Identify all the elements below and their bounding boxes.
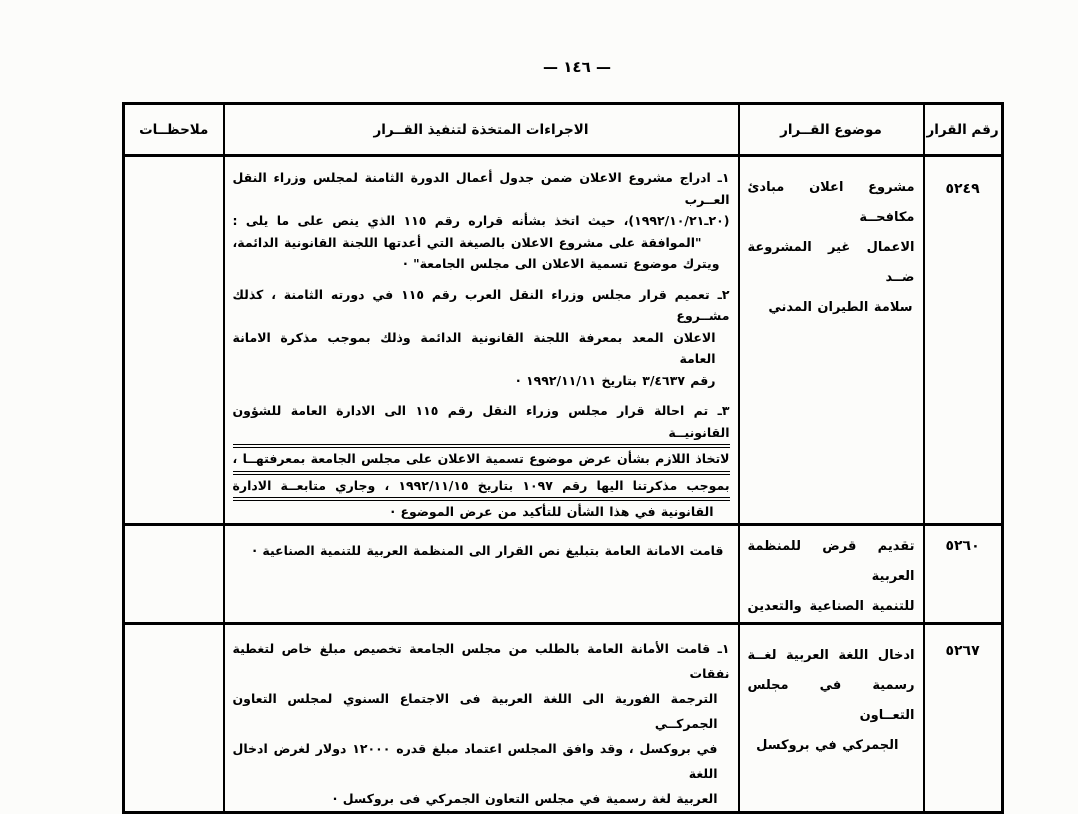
action-item xyxy=(233,400,730,523)
action-item xyxy=(233,539,730,563)
decision-number-cell: ٥٢٤٩ xyxy=(924,156,1003,525)
action-line: العربية لغة رسمية في مجلس التعاون الجمركي فى بروكسل · xyxy=(332,790,718,806)
header-subject: موضوع القــرار xyxy=(739,104,924,156)
action-line: ٢ـ تعميم قرار مجلس وزراء النقل العرب رقم ١١٥ في دورته الثامنة ، كذلك مشــروع xyxy=(232,286,730,323)
action-line: ١ـ قامت الأمانة العامة بالطلب من مجلس الجامعة تخصيص مبلغ خاص لتغطية نفقات xyxy=(232,640,730,681)
action-line: القانونية في هذا الشأن للتأكيد من عرض الموضوع · xyxy=(390,504,714,519)
page-number: — ١٤٦ — xyxy=(543,58,611,76)
notes-cell xyxy=(124,156,224,525)
header-decision-number: رقم القرار xyxy=(924,104,1003,156)
notes-cell xyxy=(124,524,224,623)
action-line: الترجمة الفورية الى اللغة العربية فى الاجتماع السنوي لمجلس التعاون الجمركــي xyxy=(232,690,718,731)
action-item xyxy=(233,284,730,392)
action-line: رقم ٣/٤٦٣٧ بتاريخ ١٩٩٢/١١/١١ · xyxy=(515,372,716,388)
action-item xyxy=(233,636,730,811)
action-line: قامت الامانة العامة بتبليغ نص القرار الى المنظمة العربية للتنمية الصناعية · xyxy=(252,542,724,558)
action-line-underlined: بموجب مذكرتنا اليها رقم ١٠٩٧ بتاريخ ١٩٩٢/١١/١٥ ، وجاري متابعــة الادارة xyxy=(233,475,730,502)
subject-line: رسمية في مجلس التعــاون xyxy=(747,677,915,723)
table-row xyxy=(124,156,1003,525)
subject-line: للتنمية الصناعية والتعدين xyxy=(747,598,915,614)
subject-line: سلامة الطيران المدني xyxy=(768,300,913,315)
actions-cell xyxy=(224,524,739,623)
decision-number-cell: ٥٢٦٠ xyxy=(924,524,1003,623)
action-line: (٢٠ـ١٩٩٢/١٠/٢١)، حيث اتخذ بشأنه قراره رقم ١١٥ الذي ينص على ما يلى : xyxy=(232,213,730,228)
action-line: في بروكسل ، وقد وافق المجلس اعتماد مبلغ قدره ١٢٠٠٠ دولار لغرض ادخال اللغة xyxy=(232,740,718,781)
header-notes: ملاحظــات xyxy=(124,104,224,156)
subject-line: مشروع اعلان مبادئ مكافحــة xyxy=(747,180,915,225)
table-row xyxy=(124,623,1003,812)
decision-number-cell: ٥٢٦٧ xyxy=(924,623,1003,812)
table-row xyxy=(124,524,1003,623)
notes-cell xyxy=(124,623,224,812)
action-line: ويترك موضوع تسمية الاعلان الى مجلس الجامعة" · xyxy=(402,256,720,271)
subject-line: ادخال اللغة العربية لغــة xyxy=(747,647,915,663)
action-line-underlined: ٣ـ تم احالة قرار مجلس وزراء النقل رقم ١١٥ الى الادارة العامة للشؤون القانونيــة xyxy=(233,400,730,448)
decision-subject-cell xyxy=(739,156,924,525)
actions-cell xyxy=(224,623,739,812)
action-line-underlined: لاتخاذ اللازم بشأن عرض موضوع تسمية الاعلان على مجلس الجامعة بمعرفتهــا ، xyxy=(233,448,730,475)
action-item xyxy=(233,167,730,275)
action-line: "الموافقة على مشروع الاعلان بالصيغة التي أعدتها اللجنة القانونية الدائمة، xyxy=(232,234,702,250)
header-row xyxy=(124,104,1003,156)
subject-line: الجمركي في بروكسل xyxy=(756,737,899,753)
action-line: ١ـ ادراج مشروع الاعلان ضمن جدول أعمال الدورة الثامنة لمجلس وزراء النقل العــرب xyxy=(232,170,730,207)
decision-subject-cell xyxy=(739,623,924,812)
subject-line: الاعمال غير المشروعة ضــد xyxy=(747,240,915,285)
decision-subject-cell xyxy=(739,524,924,623)
header-actions: الاجراءات المتخذة لتنفيذ القــرار xyxy=(224,104,739,156)
action-line: الاعلان المعد بمعرفة اللجنة القانونية الدائمة وذلك بموجب مذكرة الامانة العامة xyxy=(232,329,716,366)
subject-line: تقديم قرض للمنظمة العربية xyxy=(747,538,915,584)
decisions-table xyxy=(122,102,1004,814)
actions-cell xyxy=(224,156,739,525)
